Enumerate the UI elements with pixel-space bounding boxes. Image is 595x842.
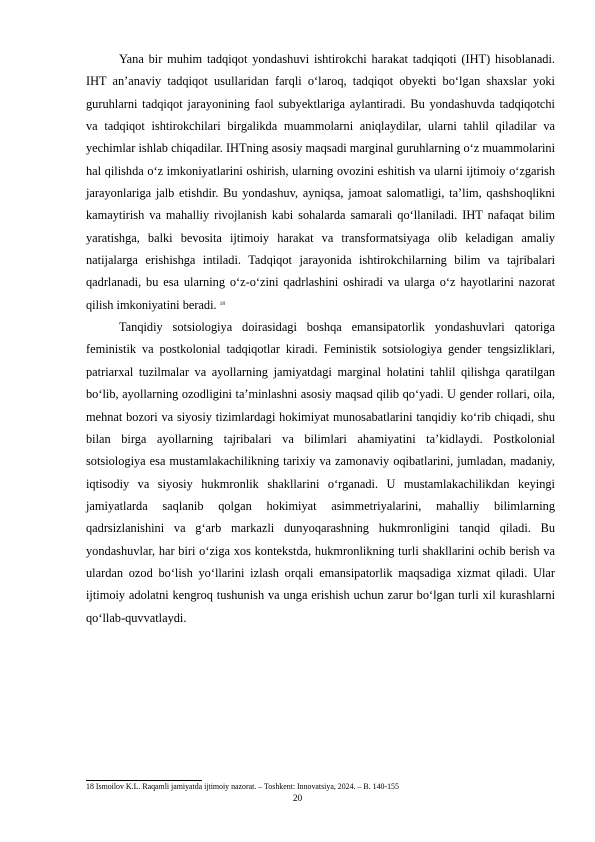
page-number: 20 — [292, 794, 303, 804]
document-body — [86, 48, 555, 629]
footnote — [86, 782, 555, 792]
footnote-reference[interactable]: 18 — [219, 300, 226, 307]
paragraph-critical-sociology — [86, 316, 555, 629]
footnote-text: Ismoilov K.L. Raqamli jamiyatda ijtimoiy nazorat. – Toshkent: Innovatsiya, 2024. – B. 140-155 — [95, 782, 399, 791]
paragraph-text: Yana bir muhim tadqiqot yondashuvi ishtirokchi harakat tadqiqoti (IHT) hisoblanadi. IHT an’anaviy tadqiqot usullaridan farqli o‘laroq, tadqiqot obyekti bo‘lgan shaxslar yoki guruhlarni tadqiqot jarayonining faol subyektlariga aylantiradi. Bu yondashuvda tadqiqotchi va tadqiqot ishtirokchilari birgalikda muammolarni aniqlaydilar, ularni tahlil qiladilar va yechimlar ishlab chiqadilar. IHTning asosiy maqsadi marginal guruhlarning o‘z muammolarini hal qilishda o‘z imkoniyatlarini oshirish, ularning ovozini eshitish va ularni ijtimoiy o‘zgarish jarayonlariga jalb etishdir. Bu yondashuv, ayniqsa, jamoat salomatligi, ta’lim, qashshoqlikni kamaytirish va mahalliy rivojlanish kabi sohalarda samarali qo‘llaniladi. IHT nafaqat bilim yaratishga, balki bevosita ijtimoiy harakat va transformatsiyaga olib keladigan amaliy natijalarga erishishga intiladi. Tadqiqot jarayonida ishtirokchilarning bilim va tajribalari qadrlanadi, bu esa ularning o‘z-o‘zini qadrlashini oshiradi va ularga o‘z hayotlarini nazorat qilish imkoniyatini beradi. — [86, 52, 555, 312]
paragraph-iht — [86, 48, 555, 316]
footnote-number: 18 — [86, 782, 94, 791]
footnote-separator — [86, 780, 202, 781]
paragraph-text: Tanqidiy sotsiologiya doirasidagi boshqa emansipatorlik yondashuvlari qatoriga feministik va postkolonial tadqiqotlar kiradi. Feministik sotsiologiya gender tengsizliklari, patriarxal tuzilmalar va ayollarning jamiyatdagi marginal holatini tahlil qilishga qaratilgan bo‘lib, ayollarning ozodligini ta’minlashni asosiy maqsad qilib qo‘yadi. U gender rollari, oila, mehnat bozori va siyosiy tizimlardagi hokimiyat munosabatlarini tanqidiy ko‘rib chiqadi, shu bilan birga ayollarning tajribalari va bilimlari ahamiyatini ta’kidlaydi. Postkolonial sotsiologiya esa mustamlakachilikning tarixiy va zamonaviy oqibatlarini, jumladan, madaniy, iqtisodiy va siyosiy hukmronlik shakllarini o‘rganadi. U mustamlakachilikdan keyingi jamiyatlarda saqlanib qolgan hokimiyat asimmetriyalarini, mahalliy bilimlarning qadrsizlanishini va g‘arb markazli dunyoqarashning hukmronligini tanqid qiladi. Bu yondashuvlar, har biri o‘ziga xos kontekstda, hukmronlikning turli shakllarini ochib berish va ulardan ozod bo‘lish yo‘llarini izlash orqali emansipatorlik maqsadiga xizmat qiladi. Ular ijtimoiy adolatni kengroq tushunish va unga erishish uchun zarur bo‘lgan turli xil kurashlarni qo‘llab-quvvatlaydi. — [86, 320, 555, 625]
